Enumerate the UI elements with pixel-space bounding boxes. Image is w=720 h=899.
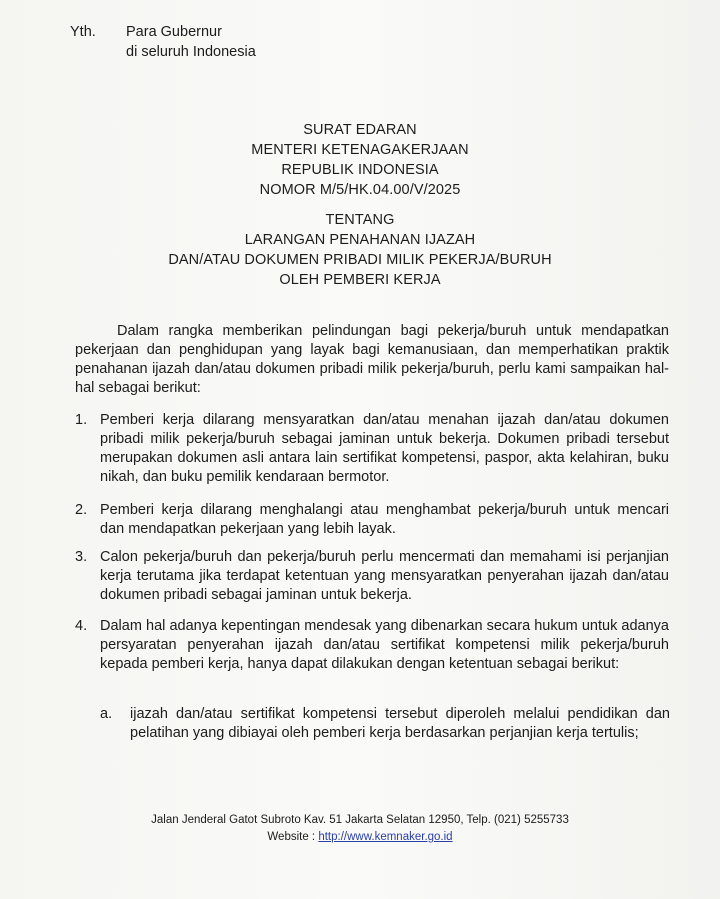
recipient-line2: di seluruh Indonesia (126, 44, 256, 60)
heading-line3: REPUBLIK INDONESIA (281, 162, 439, 178)
list-item (75, 617, 669, 674)
subject-line2: LARANGAN PENAHANAN IJAZAH (244, 232, 476, 248)
subject-line1: TENTANG (325, 212, 395, 228)
list-item-text: Dalam hal adanya kepentingan mendesak yang dibenarkan secara hukum untuk adanya persyaratan penyerahan ijazah dan/atau sertifikat kompetensi milik pekerja/buruh kepada pemberi kerja, hanya dapat dilakukan dengan ketentuan sebagai berikut: (100, 618, 669, 672)
heading-line2: MENTERI KETENAGAKERJAAN (251, 142, 469, 158)
footer-website (0, 829, 720, 846)
heading-line1: SURAT EDARAN (303, 122, 417, 138)
sub-list-item-letter: a. (100, 706, 113, 722)
sub-list-item (100, 705, 670, 743)
list-item-number: 2. (75, 502, 88, 518)
sub-list-item-text: ijazah dan/atau sertifikat kompetensi tersebut diperoleh melalui pendidikan dan pelatihan yang dibiayai oleh pemberi kerja berdasarkan perjanjian kerja tertulis; (130, 706, 670, 741)
list-item-number: 1. (75, 412, 88, 428)
document-subject (0, 210, 720, 290)
list-item (75, 411, 669, 487)
list-item (75, 501, 669, 539)
recipient-address (70, 22, 256, 62)
heading-line4: NOMOR M/5/HK.04.00/V/2025 (259, 182, 461, 198)
website-link[interactable]: http://www.kemnaker.go.id (318, 831, 453, 843)
list-item-number: 3. (75, 549, 88, 565)
footer-address: Jalan Jenderal Gatot Subroto Kav. 51 Jakarta Selatan 12950, Telp. (021) 5255733 (151, 814, 569, 826)
list-item-text: Pemberi kerja dilarang mensyaratkan dan/atau menahan ijazah dan/atau dokumen pribadi milik pekerja/buruh sebagai jaminan untuk bekerja. Dokumen pribadi tersebut merupakan dokumen asli antara lain sertifikat kompetensi, paspor, akta kelahiran, buku nikah, dan buku pemilik kendaraan bermotor. (100, 412, 669, 485)
subject-line4: OLEH PEMBERI KERJA (279, 272, 441, 288)
list-item-number: 4. (75, 618, 88, 634)
website-label: Website : (267, 831, 316, 843)
salutation-label: Yth. (70, 24, 96, 40)
list-item-text: Pemberi kerja dilarang menghalangi atau menghambat pekerja/buruh untuk mencari dan mendapatkan pekerjaan yang lebih layak. (100, 502, 669, 537)
document-heading (0, 120, 720, 200)
list-item (75, 548, 669, 605)
recipient-line1: Para Gubernur (126, 24, 222, 40)
list-item-text: Calon pekerja/buruh dan pekerja/buruh perlu mencermati dan memahami isi perjanjian kerja terutama jika terdapat ketentuan yang mensyaratkan penyerahan ijazah dan/atau dokumen pribadi sebagai jaminan untuk bekerja. (100, 549, 669, 603)
intro-paragraph: Dalam rangka memberikan pelindungan bagi pekerja/buruh untuk mendapatkan pekerjaan dan penghidupan yang layak bagi kemanusiaan, dan memperhatikan praktik penahanan ijazah dan/atau dokumen pribadi milik pekerja/buruh, perlu kami sampaikan hal-hal sebagai berikut: (75, 323, 669, 396)
subject-line3: DAN/ATAU DOKUMEN PRIBADI MILIK PEKERJA/BURUH (168, 252, 552, 268)
